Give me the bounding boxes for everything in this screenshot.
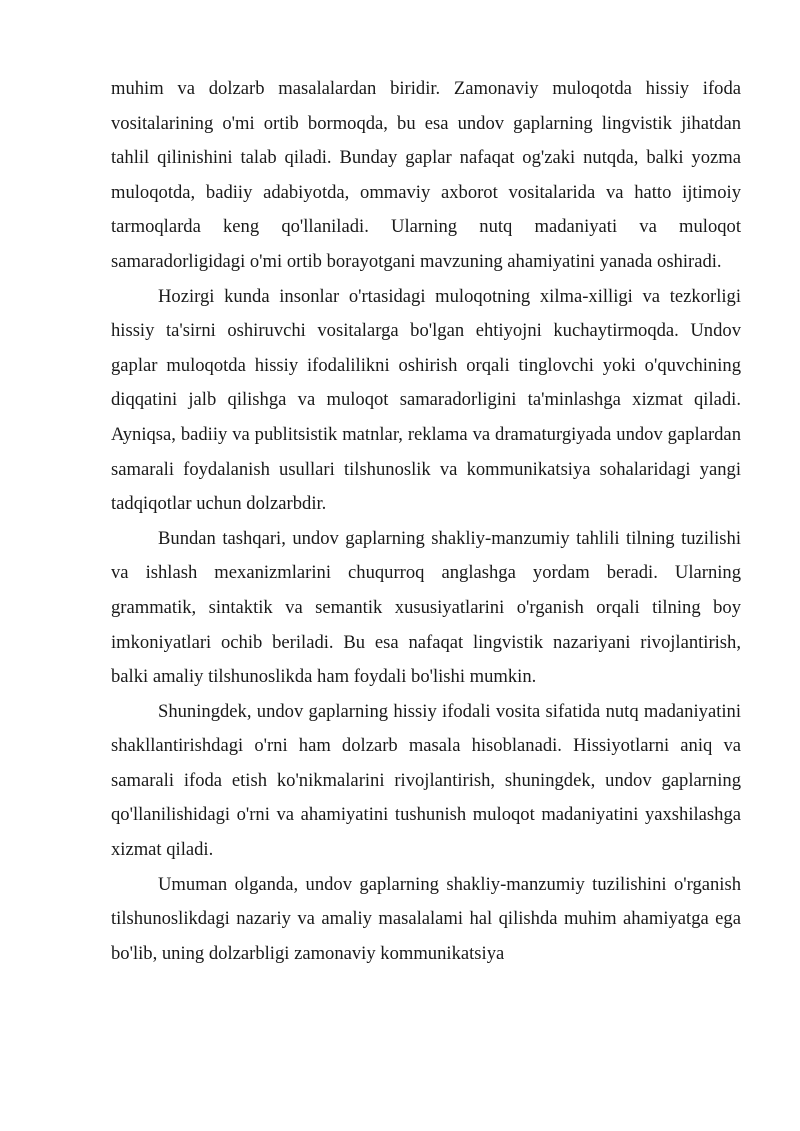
paragraph: Bundan tashqari, undov gaplarning shakliy-manzumiy tahlili tilning tuzilishi va ishlash mexanizmlarini chuqurroq anglashga yordam beradi. Ularning grammatik, sintaktik va semantik xususiyatlarini o'rganish orqali tilning boy imkoniyatlari ochib beriladi. Bu esa nafaqat lingvistik nazariyani rivojlantirish, balki amaliy tilshunoslikda ham foydali bo'lishi mumkin. xyxy=(111,527,741,688)
paragraph: Umuman olganda, undov gaplarning shakliy-manzumiy tuzilishini o'rganish tilshunoslikdagi nazariy va amaliy masalalami hal qilishda muhim ahamiyatga ega bo'lib, uning dolzarbligi zamonaviy kommunikatsiya xyxy=(111,873,741,964)
paragraph: Hozirgi kunda insonlar o'rtasidagi muloqotning xilma-xilligi va tezkorligi hissiy ta'sirni oshiruvchi vositalarga bo'lgan ehtiyojni kuchaytirmoqda. Undov gaplar muloqotda hissiy ifodalilikni oshirish orqali tinglovchi yoki o'quvchining diqqatini jalb qilishga va muloqot samaradorligini ta'minlashga xizmat qiladi. Ayniqsa, badiiy va publitsistik matnlar, reklama va dramaturgiyada undov gaplardan samarali foydalanish usullari tilshunoslik va kommunikatsiya sohalaridagi yangi tadqiqotlar uchun dolzarbdir. xyxy=(111,285,741,515)
paragraph-continuation: muhim va dolzarb masalalardan biridir. Zamonaviy muloqotda hissiy ifoda vositalarining o'mi ortib bormoqda, bu esa undov gaplarning lingvistik jihatdan tahlil qilinishini talab qiladi. Bunday gaplar nafaqat og'zaki nutqda, balki yozma muloqotda, badiiy adabiyotda, ommaviy axborot vositalarida va hatto ijtimoiy tarmoqlarda keng qo'llaniladi. Ularning nutq madaniyati va muloqot samaradorligidagi o'mi ortib borayotgani mavzuning ahamiyatini yanada oshiradi. xyxy=(111,78,741,272)
document-body xyxy=(111,72,741,971)
paragraph: Shuningdek, undov gaplarning hissiy ifodali vosita sifatida nutq madaniyatini shakllantirishdagi o'rni ham dolzarb masala hisoblanadi. Hissiyotlarni aniq va samarali ifoda etish ko'nikmalarini rivojlantirish, shuningdek, undov gaplarning qo'llanilishidagi o'rni va ahamiyatini tushunish muloqot madaniyatini yaxshilashga xizmat qiladi. xyxy=(111,700,741,861)
